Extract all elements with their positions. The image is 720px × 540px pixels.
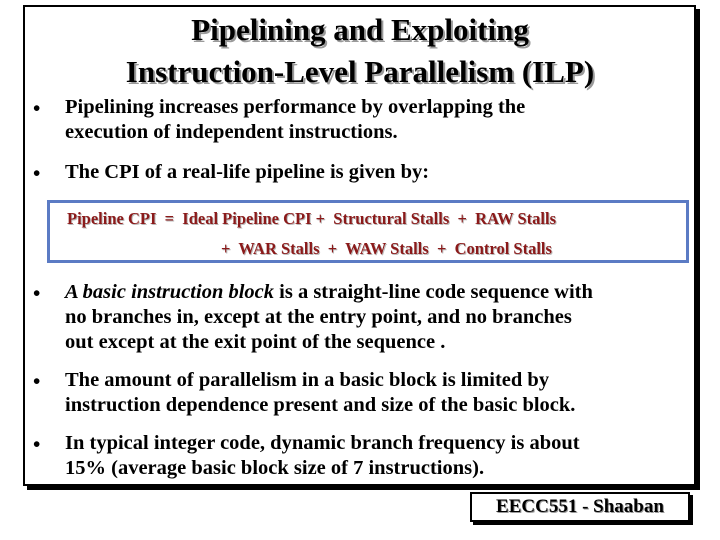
bullet-3-line-1-rest: is a straight-line code sequence with	[274, 281, 593, 303]
bullet-3-line-3: out except at the exit point of the sequence .	[65, 331, 446, 353]
bullet-1-line-2: execution of independent instructions.	[65, 121, 398, 143]
footer-badge	[470, 492, 690, 522]
bullet-5-line-1: In typical integer code, dynamic branch frequency is about	[65, 432, 580, 454]
basic-block-term: A basic instruction block	[65, 281, 275, 303]
slide-title-line-2: Instruction-Level Parallelism (ILP)	[125, 54, 595, 89]
bullet-2-line-1: The CPI of a real-life pipeline is given by:	[65, 161, 430, 183]
slide-title-line-1: Pipelining and Exploiting	[191, 12, 529, 47]
equation-line-2: + WAR Stalls + WAW Stalls + Control Stalls	[221, 239, 552, 258]
bullet-4-line-1: The amount of parallelism in a basic block is limited by	[65, 369, 550, 391]
bullet-marker: •	[33, 96, 41, 120]
bullet-marker: •	[33, 432, 41, 456]
bullet-marker: •	[33, 281, 41, 305]
bullet-3-line-2: no branches in, except at the entry point, and no branches	[65, 306, 572, 328]
bullet-4-line-2: instruction dependence present and size of the basic block.	[65, 394, 576, 416]
bullet-1-line-1: Pipelining increases performance by overlapping the	[65, 96, 526, 118]
footer-label: EECC551 - Shaaban	[496, 496, 664, 517]
bullet-marker: •	[33, 369, 41, 393]
bullet-3-line-1	[65, 280, 690, 305]
equation-line-1: Pipeline CPI = Ideal Pipeline CPI + Structural Stalls + RAW Stalls	[67, 209, 557, 228]
bullet-marker: •	[33, 161, 41, 185]
bullet-5-line-2: 15% (average basic block size of 7 instructions).	[65, 457, 485, 479]
